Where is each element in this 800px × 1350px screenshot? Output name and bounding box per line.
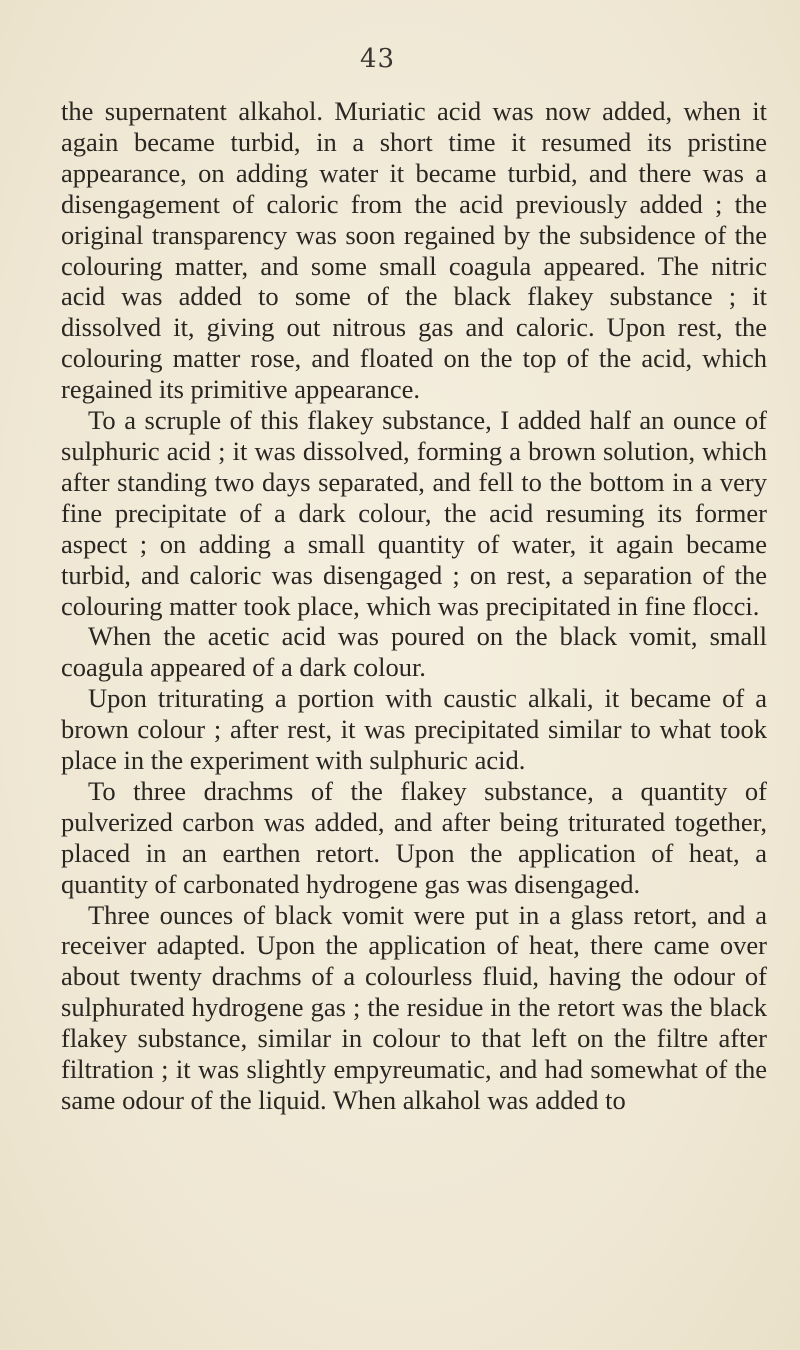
paragraph: When the acetic acid was poured on the black vomit, small coagula appeared of a dark colour. (61, 621, 767, 683)
paragraph: Upon triturating a portion with caustic alkali, it became of a brown colour ; after rest, it was precipitated similar to what took place in the experiment with sulphuric acid. (61, 683, 767, 776)
body-text (61, 96, 767, 1116)
paragraph: the supernatent alkahol. Muriatic acid was now added, when it again became turbid, in a short time it resumed its pristine appearance, on adding water it became turbid, and there was a disengagement of caloric from the acid previously added ; the original transparency was soon regained by the subsidence of the colouring matter, and some small coagula appeared. The nitric acid was added to some of the black flakey substance ; it dissolved it, giving out nitrous gas and caloric. Upon rest, the colouring matter rose, and floated on the top of the acid, which regained its primitive appearance. (61, 96, 767, 405)
paragraph: To a scruple of this flakey substance, I added half an ounce of sulphuric acid ; it was dissolved, forming a brown solution, which after standing two days separated, and fell to the bottom in a very fine precipitate of a dark colour, the acid resuming its former aspect ; on adding a small quantity of water, it again became turbid, and caloric was disengaged ; on rest, a separation of the colouring matter took place, which was precipitated in fine flocci. (61, 405, 767, 621)
paragraph: To three drachms of the flakey substance, a quantity of pulverized carbon was added, and after being triturated together, placed in an earthen retort. Upon the application of heat, a quantity of carbonated hydrogene gas was disengaged. (61, 775, 767, 899)
page-number: 43 (360, 44, 396, 74)
paragraph: Three ounces of black vomit were put in a glass retort, and a receiver adapted. Upon the application of heat, there came over about twenty drachms of a colourless fluid, having the odour of sulphurated hydrogene gas ; the residue in the retort was the black flakey substance, similar in colour to that left on the filtre after filtration ; it was slightly empyreumatic, and had somewhat of the same odour of the liquid. When alkahol was added to (61, 899, 767, 1115)
